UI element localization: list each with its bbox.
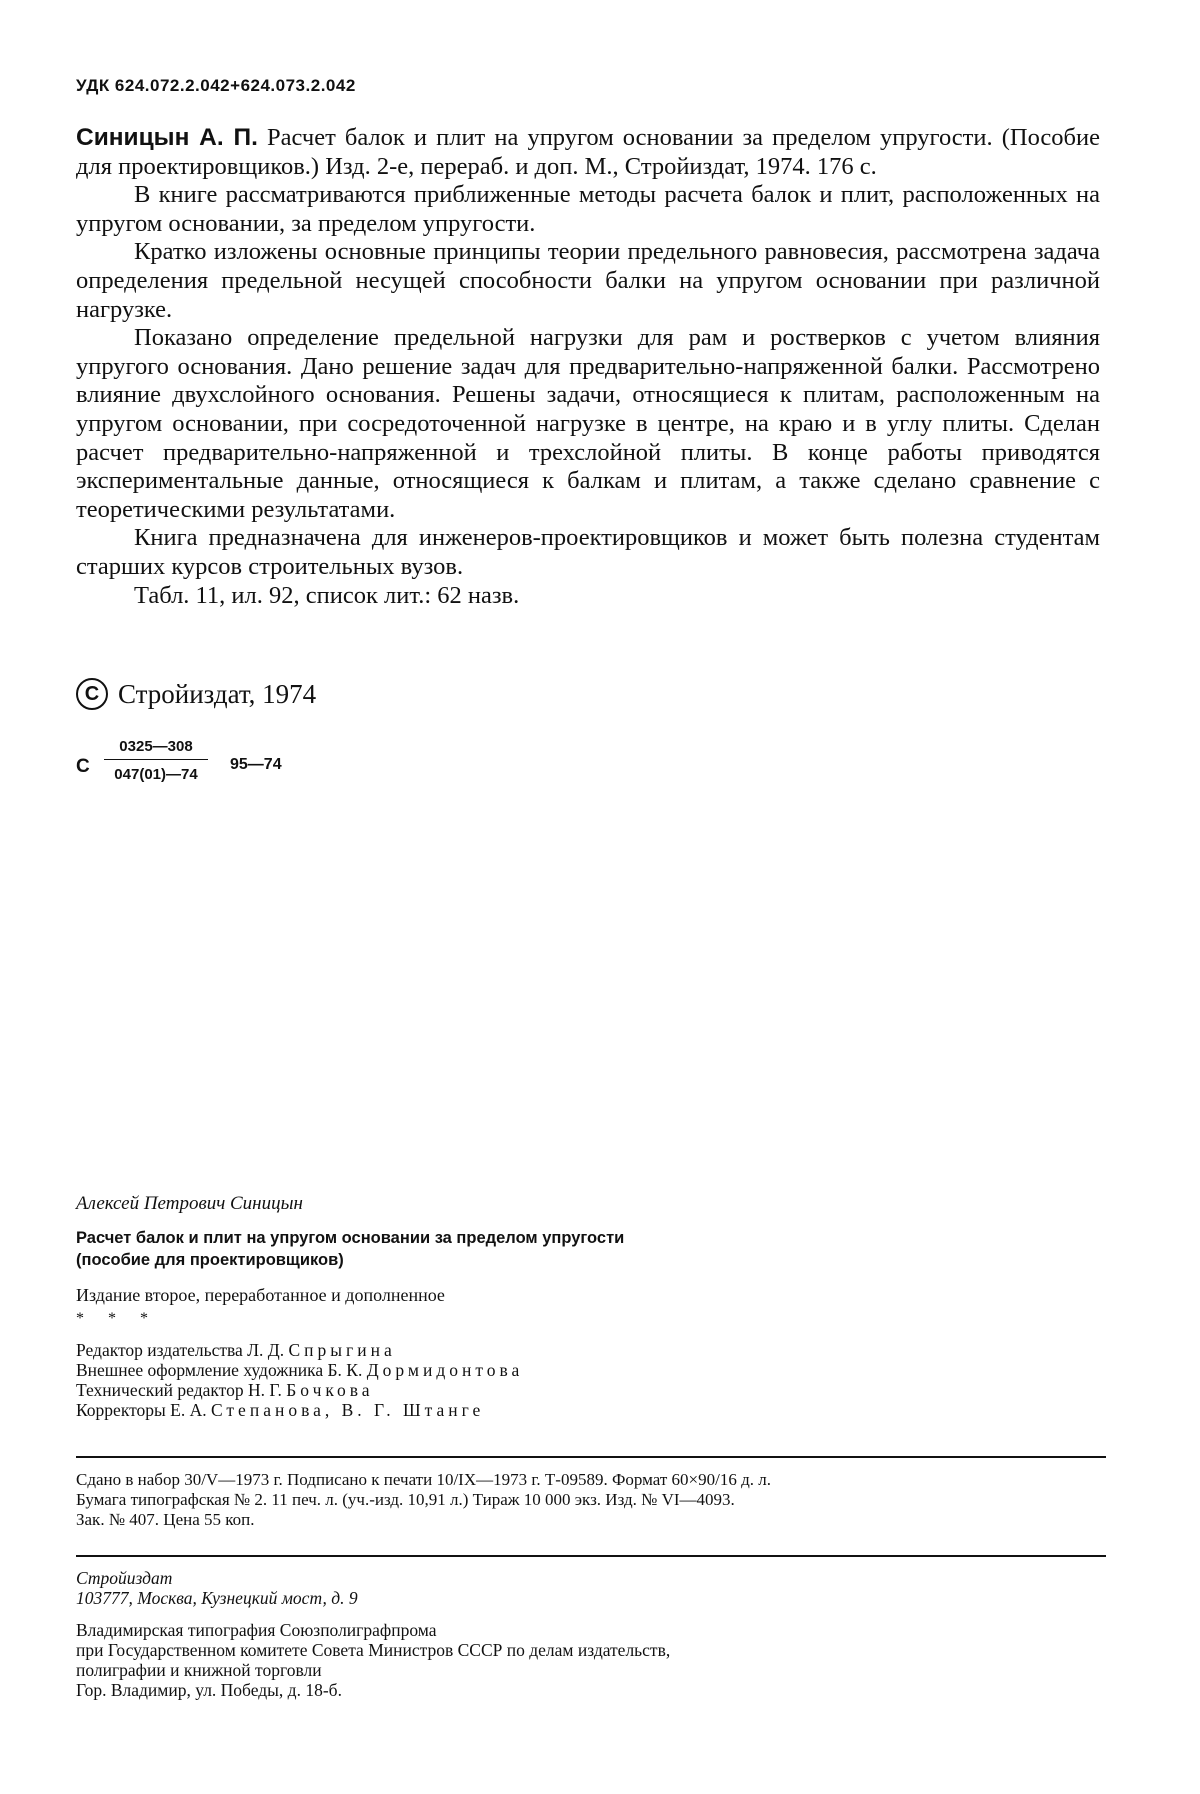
staff-role: Технический редактор Н. Г. bbox=[76, 1380, 282, 1400]
print-line: Сдано в набор 30/V—1973 г. Подписано к печати 10/IX—1973 г. Т-09589. Формат 60×90/16 д. л. bbox=[76, 1470, 771, 1489]
staff-role: Корректоры Е. А. bbox=[76, 1400, 207, 1420]
print-line: Бумага типографская № 2. 11 печ. л. (уч.-изд. 10,91 л.) Тираж 10 000 экз. Изд. № VI—4093. bbox=[76, 1490, 735, 1509]
citation-text: Расчет балок и плит на упругом основании за пределом упругости. (Пособие для проектировщиков.) Изд. 2-е, перераб. и доп. М., Стройиздат, 1974. 176 с. bbox=[76, 124, 1101, 180]
udk-code: УДК 624.072.2.042+624.073.2.042 bbox=[76, 76, 356, 95]
staff-role: Внешнее оформление художника Б. К. bbox=[76, 1360, 363, 1380]
author-name-bold: Синицын А. П. bbox=[76, 124, 258, 151]
printer-line: Гор. Владимир, ул. Победы, д. 18-б. bbox=[76, 1680, 342, 1700]
staff-line-artist bbox=[76, 1360, 1106, 1380]
imprint-title: Расчет балок и плит на упругом основании за пределом упругости bbox=[76, 1229, 625, 1247]
staff-name: Дормидонтова bbox=[366, 1360, 524, 1380]
print-details bbox=[76, 1470, 1106, 1530]
copyright-line bbox=[76, 678, 316, 710]
index-denominator: 047(01)—74 bbox=[114, 766, 198, 783]
tables-figures-note: Табл. 11, ил. 92, список лит.: 62 назв. bbox=[134, 581, 520, 609]
copyright-icon: C bbox=[76, 678, 108, 710]
separator-stars: * * * bbox=[76, 1310, 158, 1327]
publisher-block bbox=[76, 1568, 1106, 1700]
copyright-text: Стройиздат, 1974 bbox=[118, 678, 317, 709]
imprint-block bbox=[76, 1193, 1106, 1420]
abstract-paragraph: Показано определение предельной нагрузки для рам и ростверков с учетом влияния упругого основания. Дано решение задач для предварительно-напряженной балки. Рассмотрено влияние двухслойного основания. Решены задачи, относящиеся к плитам, расположенным на упругом основании, при сосредоточенной нагрузке в центре, на краю и в углу плиты. Сделан расчет предварительно-напряженной и трехслойной плиты. В конце работы приводятся экспериментальные данные, относящиеся к балкам и плитам, а также сделано сравнение с теоретическими результатами. bbox=[76, 324, 1100, 523]
staff-role: Редактор издательства Л. Д. bbox=[76, 1340, 285, 1360]
printer-info bbox=[76, 1620, 1106, 1700]
printer-line: полиграфии и книжной торговли bbox=[76, 1660, 322, 1680]
abstract-paragraph: Книга предназначена для инженеров-проектировщиков и может быть полезна студентам старших курсов строительных вузов. bbox=[76, 524, 1100, 580]
edition-note: Издание второе, переработанное и дополненное bbox=[76, 1285, 445, 1305]
publisher-name: Стройиздат bbox=[76, 1568, 173, 1588]
staff-name: Степанова, В. Г. Штанге bbox=[210, 1400, 485, 1420]
staff-line-tech-editor bbox=[76, 1380, 1106, 1400]
staff-name: Бочкова bbox=[286, 1380, 374, 1400]
staff-list bbox=[76, 1340, 1106, 1420]
abstract-paragraph: В книге рассматриваются приближенные методы расчета балок и плит, расположенных на упругом основании, за пределом упругости. bbox=[76, 181, 1100, 237]
printer-line: при Государственном комитете Совета Министров СССР по делам издательств, bbox=[76, 1640, 671, 1660]
fraction-bar bbox=[104, 759, 208, 760]
publisher-address: 103777, Москва, Кузнецкий мост, д. 9 bbox=[76, 1588, 358, 1608]
index-numerator: 0325—308 bbox=[119, 738, 193, 755]
staff-line-proofreaders bbox=[76, 1400, 1106, 1420]
printer-line: Владимирская типография Союзполиграфпрома bbox=[76, 1620, 437, 1640]
abstract-paragraph: Кратко изложены основные принципы теории предельного равновесия, рассмотрена задача определения предельной несущей способности балки на упругом основании при различной нагрузке. bbox=[76, 238, 1100, 323]
staff-line-editor bbox=[76, 1340, 1106, 1360]
index-code: 95—74 bbox=[230, 756, 282, 773]
staff-name: Спрыгина bbox=[288, 1340, 396, 1360]
divider-line bbox=[76, 1555, 1106, 1557]
catalog-index bbox=[76, 738, 336, 798]
print-line: Зак. № 407. Цена 55 коп. bbox=[76, 1510, 255, 1529]
abstract-block bbox=[76, 124, 1100, 610]
divider-line bbox=[76, 1456, 1106, 1458]
index-letter: С bbox=[76, 756, 90, 777]
citation-paragraph bbox=[76, 124, 1100, 181]
imprint-author: Алексей Петрович Синицын bbox=[76, 1193, 303, 1214]
imprint-subtitle: (пособие для проектировщиков) bbox=[76, 1251, 344, 1269]
